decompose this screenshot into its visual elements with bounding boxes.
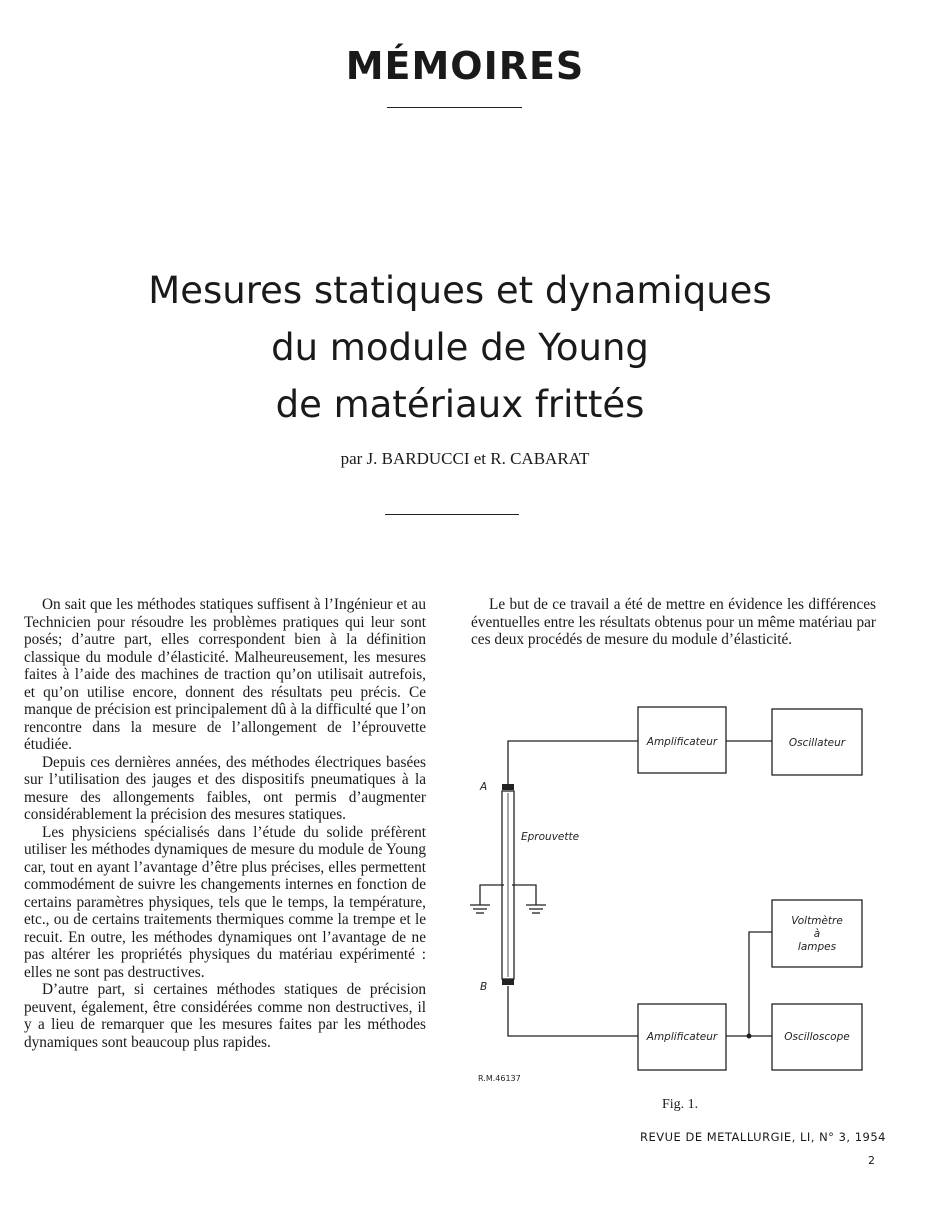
title-line-1: Mesures statiques et dynamiques xyxy=(148,269,772,312)
authors-divider xyxy=(385,514,519,515)
junction-dot xyxy=(747,1034,752,1039)
ground-left xyxy=(480,885,504,905)
ground-right xyxy=(512,885,536,905)
label-point-b: B xyxy=(480,981,488,993)
section-heading: MÉMOIRES xyxy=(345,44,585,88)
title-line-2: du module de Young xyxy=(271,326,649,369)
right-column xyxy=(471,596,876,649)
label-voltmeter-3: lampes xyxy=(797,941,837,953)
label-voltmeter-2: à xyxy=(813,928,821,940)
journal-footer: REVUE DE METALLURGIE, LI, N° 3, 1954 xyxy=(640,1130,886,1144)
paragraph-2: Depuis ces dernières années, des méthodes électriques basées sur l’utilisation des jauges et des dispositifs pneumatiques à la mesure des allongements faibles, ont permis d’augmenter considérablement la précision des mesures statiques. xyxy=(24,753,426,823)
figure-reference: R.M.46137 xyxy=(478,1074,521,1083)
wire-voltmeter xyxy=(749,932,772,1036)
title-line-3: de matériaux frittés xyxy=(275,383,645,426)
label-amplifier-bottom: Amplificateur xyxy=(646,1031,718,1043)
wire-top xyxy=(508,741,638,784)
label-oscillator: Oscillateur xyxy=(788,737,846,749)
article-title xyxy=(60,262,860,433)
paragraph-5: Le but de ce travail a été de mettre en évidence les différences éventuelles entre les résultats obtenus pour un même matériau par ces deux procédés de mesure du module d’élasticité. xyxy=(471,596,876,648)
figure-1-diagram xyxy=(460,700,880,1090)
figure-caption: Fig. 1. xyxy=(662,1097,699,1112)
paragraph-3: Les physiciens spécialisés dans l’étude du solide préfèrent utiliser les méthodes dynamiques de mesure du module de Young car, tout en ayant l’avantage d’être plus précises, elles permettent commodément de suivre les changements internes en fonction de certains paramètres physiques, tels que le temps, la température, etc., ou de certains traitements thermiques comme la trempe et le recuit. En outre, les méthodes dynamiques ont l’avantage de ne pas altérer les propriétés physiques du matériau expérimenté : elles ne sont pas destructives. xyxy=(24,823,426,981)
electrode-b xyxy=(502,979,514,985)
wire-bottom xyxy=(508,986,638,1036)
article-authors: par J. BARDUCCI et R. CABARAT xyxy=(340,449,590,468)
left-column xyxy=(24,596,426,1051)
page-number: 2 xyxy=(868,1154,875,1167)
paragraph-4: D’autre part, si certaines méthodes statiques de précision peuvent, également, être considérées comme non destructives, il y a lieu de remarquer que les mesures faites par les méthodes dynamiques sont beaucoup plus rapides. xyxy=(24,981,426,1051)
electrode-a xyxy=(502,784,514,790)
label-specimen: Eprouvette xyxy=(521,831,580,843)
label-voltmeter-1: Voltmètre xyxy=(791,915,843,927)
label-amplifier-top: Amplificateur xyxy=(646,736,718,748)
heading-divider xyxy=(387,107,522,108)
paragraph-1: On sait que les méthodes statiques suffisent à l’Ingénieur et au Technicien pour résoudre les problèmes pratiques qui leur sont posés; d’autre part, elles correspondent bien à la définition classique du module d’élasticité. Malheureusement, les mesures faites à l’aide des machines de traction qu’on utilisait autrefois, et qu’on utilise encore, donnent des résultats peu précis. Ce manque de précision est principalement dû à la difficulté que l’on rencontre dans la mesure de l’allongement de l’éprouvette étudiée. xyxy=(24,596,426,753)
label-point-a: A xyxy=(480,781,488,793)
label-oscilloscope: Oscilloscope xyxy=(784,1031,850,1043)
